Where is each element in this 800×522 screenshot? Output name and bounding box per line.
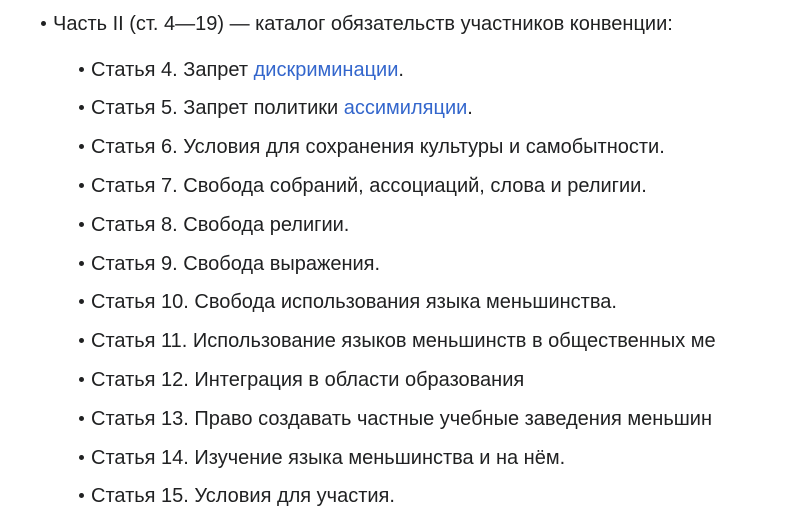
list-item-article-11	[91, 329, 716, 353]
article-12-text: Статья 12. Интеграция в области образования	[91, 369, 525, 391]
bullet-icon	[41, 21, 46, 26]
bullet-icon	[79, 261, 84, 266]
bullet-icon	[79, 338, 84, 343]
list-item-article-13	[91, 407, 712, 431]
article-7-text: Статья 7. Свобода собраний, ассоциаций, слова и религии.	[91, 175, 647, 197]
list-item-article-12	[91, 368, 524, 392]
bullet-icon	[79, 144, 84, 149]
article-6-text: Статья 6. Условия для сохранения культуры и самобытности.	[91, 136, 665, 158]
list-item-article-14	[91, 446, 565, 470]
bullet-icon	[79, 299, 84, 304]
article-8-text: Статья 8. Свобода религии.	[91, 214, 350, 236]
bullet-icon	[79, 105, 84, 110]
list-item-article-10	[91, 290, 617, 314]
list-item-article-4	[91, 58, 404, 82]
list-item-article-9	[91, 252, 380, 276]
article-9-text: Статья 9. Свобода выражения.	[91, 253, 381, 275]
bullet-icon	[79, 67, 84, 72]
list-item-article-15	[91, 484, 395, 508]
bullet-icon	[79, 377, 84, 382]
article-4-text: Статья 4. Запрет	[91, 59, 254, 81]
article-15-text: Статья 15. Условия для участия.	[91, 485, 395, 507]
list-item-article-7	[91, 174, 647, 198]
bullet-icon	[79, 493, 84, 498]
article-10-text: Статья 10. Свобода использования языка меньшинства.	[91, 291, 617, 313]
article-14-text: Статья 14. Изучение языка меньшинства и на нём.	[91, 447, 566, 469]
article-13-text: Статья 13. Право создавать частные учебные заведения меньшин	[91, 408, 713, 430]
discrimination-link[interactable]: дискриминации	[253, 59, 399, 81]
bullet-icon	[79, 455, 84, 460]
article-4-suffix: .	[398, 59, 404, 81]
list-item-article-5	[91, 96, 473, 120]
list-item-article-8	[91, 213, 349, 237]
article-11-text: Статья 11. Использование языков меньшинств в общественных ме	[91, 330, 716, 352]
article-5-text: Статья 5. Запрет политики	[91, 97, 344, 119]
part-ii-text: Часть II (ст. 4—19) — каталог обязательств участников конвенции:	[53, 13, 673, 35]
bullet-icon	[79, 222, 84, 227]
list-item-part-ii	[53, 12, 673, 36]
bullet-icon	[79, 416, 84, 421]
bullet-icon	[79, 183, 84, 188]
list-item-article-6	[91, 135, 665, 159]
assimilation-link[interactable]: ассимиляции	[343, 97, 468, 119]
article-5-suffix: .	[467, 97, 473, 119]
